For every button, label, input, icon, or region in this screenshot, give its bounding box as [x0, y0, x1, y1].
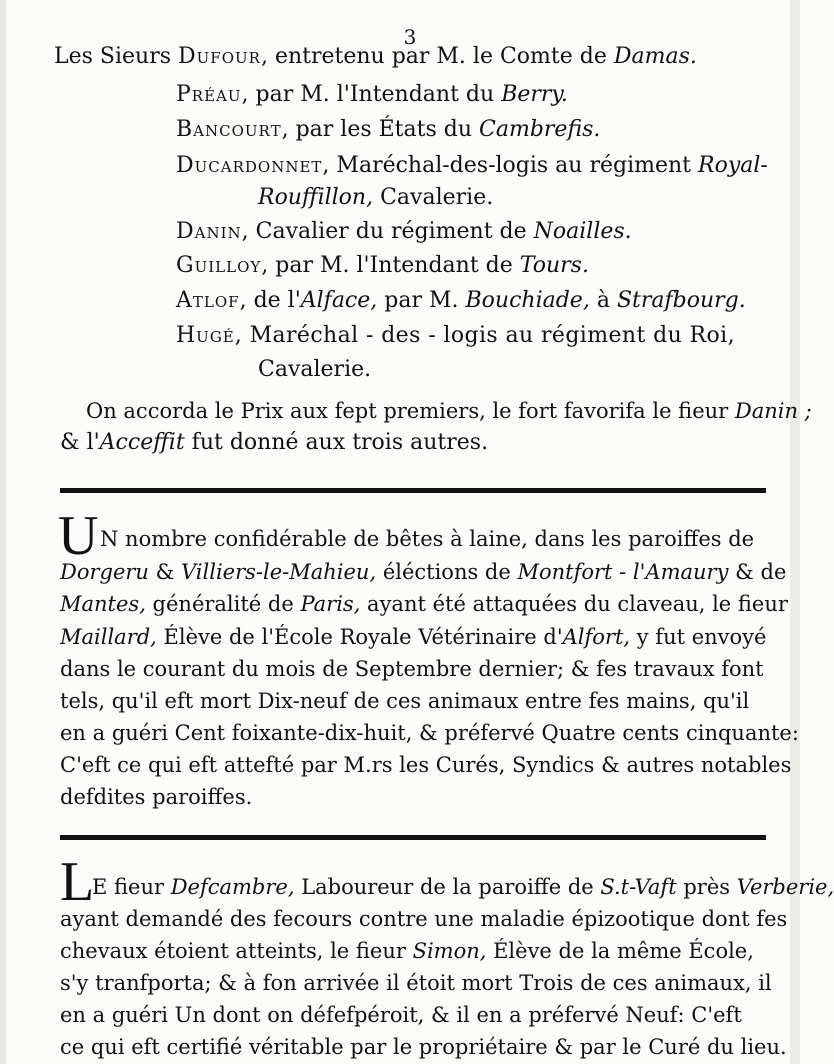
para1-line-8: C'eft ce qui eft attefté par M.rs les Curés, Syndics & autres notables [60, 753, 792, 777]
drop-cap-l: L [60, 851, 95, 913]
list-line-5: Rouffillon, Cavalerie. [258, 185, 494, 210]
list-line-3: Bancourt, par les États du Cambrefis. [176, 117, 601, 142]
list-line-1: Les Sieurs Dufour, entretenu par M. le Comte de Damas. [54, 44, 697, 69]
list-line-4: Ducardonnet, Maréchal-des-logis au régiment Royal- [176, 153, 768, 178]
para2-line-3: chevaux étoient atteints, le fieur Simon, Élève de la même École, [60, 939, 754, 963]
result-line-2: & l'Acceffit fut donné aux trois autres. [60, 430, 489, 455]
para1-line-6: tels, qu'il eft mort Dix-neuf de ces animaux entre fes mains, qu'il [60, 689, 750, 713]
para1-line-9: defdites paroiffes. [60, 785, 253, 809]
page-edge-right [790, 0, 800, 1064]
page-number: 3 [403, 25, 417, 49]
list-line-6: Danin, Cavalier du régiment de Noailles. [176, 219, 632, 244]
para2-line-4: s'y tranfporta; & à fon arrivée il étoit mort Trois de ces animaux, il [60, 971, 772, 995]
list-line-7: Guilloy, par M. l'Intendant de Tours. [176, 253, 589, 278]
list-line-2: Préau, par M. l'Intendant du Berry. [176, 82, 568, 107]
para2-line-2: ayant demandé des fecours contre une maladie épizootique dont fes [60, 907, 788, 931]
para2-line-5: en a guéri Un dont on défefpéroit, & il en a préfervé Neuf: C'eft [60, 1003, 742, 1027]
list-line-10: Cavalerie. [258, 357, 372, 382]
para2-line-6: ce qui eft certifié véritable par le propriétaire & par le Curé du lieu. [60, 1035, 787, 1059]
para1-line-1: N nombre confidérable de bêtes à laine, dans les paroiffes de [100, 527, 755, 551]
section-rule-2 [60, 835, 766, 840]
list-line-8: Atlof, de l'Alface, par M. Bouchiade, à Strafbourg. [176, 288, 746, 313]
page-edge-left [0, 0, 6, 1064]
drop-cap-u: U [58, 505, 99, 567]
para1-line-5: dans le courant du mois de Septembre dernier; & fes travaux font [60, 657, 764, 681]
para1-line-2: Dorgeru & Villiers-le-Mahieu, éléctions de Montfort - l'Amaury & de [60, 560, 787, 584]
list-line-9: Hugé, Maréchal - des - logis au régiment du Roi, [176, 323, 736, 348]
section-rule-1 [60, 488, 766, 493]
para1-line-7: en a guéri Cent foixante-dix-huit, & préfervé Quatre cents cinquante: [60, 721, 799, 745]
para1-line-3: Mantes, généralité de Paris, ayant été attaquées du claveau, le fieur [60, 592, 788, 616]
para2-line-1: E fieur Defcambre, Laboureur de la paroiffe de S.t-Vaft près Verberie, [92, 875, 834, 899]
para1-line-4: Maillard, Élève de l'École Royale Vétérinaire d'Alfort, y fut envoyé [60, 625, 767, 649]
result-line-1: On accorda le Prix aux fept premiers, le fort favorifa le fieur Danin ; [86, 399, 812, 423]
